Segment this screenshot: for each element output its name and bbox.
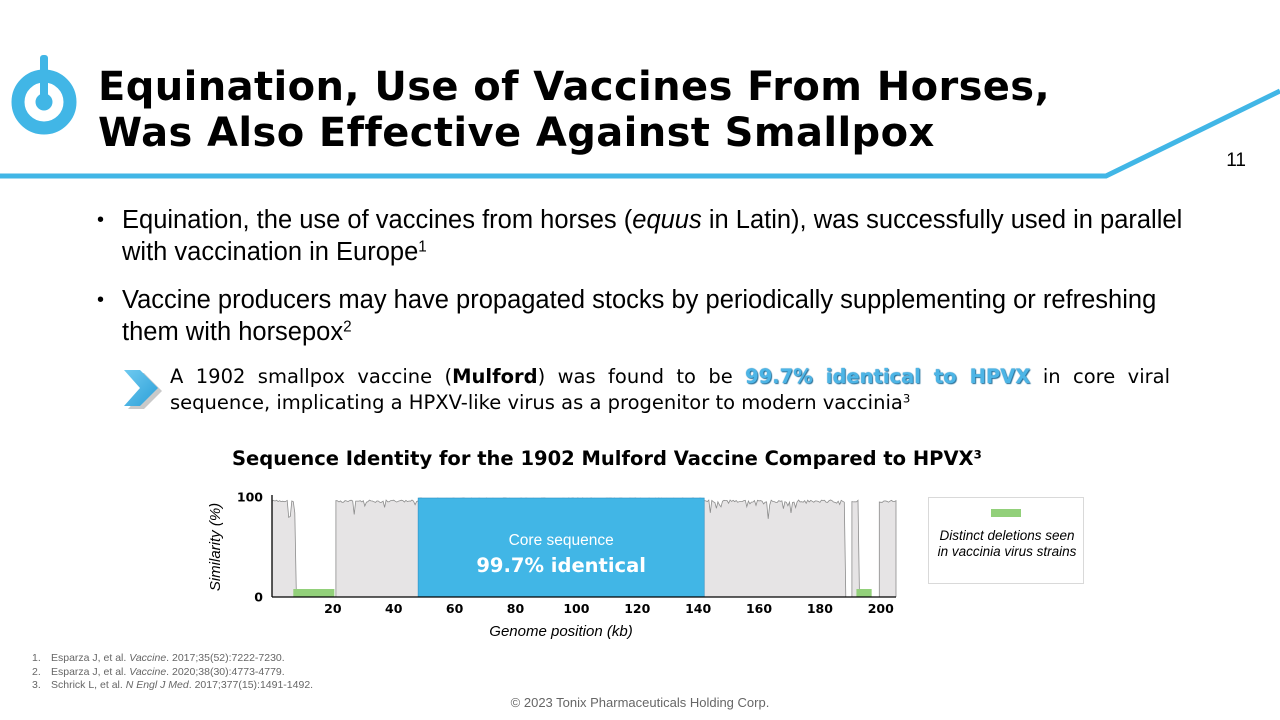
bullet-item — [95, 204, 1185, 268]
footnote-item — [32, 679, 532, 693]
footnote-journal: Vaccine — [129, 652, 167, 664]
footnote-citation: . 2020;38(30):4773-4779. — [166, 665, 285, 678]
footnotes — [32, 652, 532, 693]
bullet-text: Equination, the use of vaccines from horses ( — [122, 206, 633, 234]
bullet-text: Vaccine producers may have propagated stocks by periodically supplementing or refreshing them with horsepox — [122, 286, 1157, 346]
deletion-bar — [856, 589, 871, 597]
bullet-ref: 2 — [343, 318, 352, 336]
bullet-item — [95, 284, 1185, 348]
core-sequence-label: Core sequence — [508, 532, 614, 549]
x-tick-label: 40 — [385, 601, 403, 616]
similarity-chart — [195, 480, 915, 645]
x-tick-label: 200 — [867, 601, 894, 616]
footnote-number: 3. — [32, 679, 41, 691]
page-title — [98, 64, 1138, 156]
page-number: 11 — [1226, 150, 1246, 171]
footnote-journal: N Engl J Med — [125, 679, 189, 691]
y-axis-label: Similarity (%) — [207, 502, 224, 592]
footnote-journal: Vaccine — [129, 665, 167, 678]
x-tick-label: 140 — [685, 601, 712, 616]
x-tick-label: 80 — [506, 601, 525, 616]
footnote-authors: Esparza J, et al. — [51, 665, 130, 678]
footnote-item — [32, 666, 532, 680]
legend-label: Distinct deletions seen in vaccinia virus strains — [937, 528, 1077, 559]
chart-legend — [928, 497, 1084, 584]
y-tick-label: 0 — [254, 589, 263, 605]
chart-title-ref: 3 — [973, 447, 982, 462]
x-tick-label: 20 — [324, 601, 342, 616]
x-tick-label: 160 — [745, 601, 773, 616]
core-sequence-value: 99.7% identical — [476, 554, 646, 577]
x-tick-label: 100 — [563, 601, 590, 616]
footnote-citation: . 2017;377(15):1491-1492. — [188, 679, 314, 691]
footnote-authors: Schrick L, et al. — [51, 679, 126, 691]
footnote-citation: . 2017;35(52):7222-7230. — [166, 652, 285, 664]
bullet-text-cont: in Latin), was successfully used in parallel with vaccination in Europe — [122, 206, 1183, 266]
footnote-authors: Esparza J, et al. — [51, 652, 130, 664]
x-tick-label: 180 — [806, 601, 833, 616]
x-tick-label: 60 — [445, 601, 464, 616]
footnote-item — [32, 652, 532, 666]
deletion-bar — [293, 589, 334, 597]
sub-bullet-ref: 3 — [902, 391, 911, 406]
bullet-marker: • — [97, 209, 105, 231]
sub-bullet-post: in core viral sequence, implicating a HPXV-like virus as a progenitor to modern vaccinia — [170, 365, 1171, 414]
chart-title — [232, 446, 1062, 472]
sub-bullet-mid: ) was found to be — [537, 365, 746, 388]
bullet-marker: • — [97, 289, 105, 311]
sub-bullet-highlight: 99.7% identical to HPVX — [745, 365, 1031, 388]
sub-bullet-pre: A 1902 smallpox vaccine ( — [170, 365, 453, 388]
bullet-ref: 1 — [418, 238, 427, 256]
chevron-right-icon — [122, 368, 162, 410]
footnote-number: 1. — [32, 652, 41, 664]
bullet-italic-term: equus — [632, 206, 702, 234]
page-title-line-1: Equination, Use of Vaccines From Horses, — [98, 64, 1051, 110]
x-tick-label: 120 — [624, 601, 651, 616]
chart-title-text: Sequence Identity for the 1902 Mulford Vaccine Compared to HPVX — [232, 447, 974, 470]
sub-bullet-text — [170, 364, 1170, 416]
sub-bullet-bold: Mulford — [452, 365, 538, 388]
y-tick-label: 100 — [236, 489, 263, 505]
x-axis-label: Genome position (kb) — [489, 623, 633, 640]
footnote-number: 2. — [32, 665, 41, 678]
bullet-list — [95, 204, 1185, 364]
copyright-footer: © 2023 Tonix Pharmaceuticals Holding Corp. — [510, 695, 770, 710]
legend-swatch-deletions — [991, 509, 1021, 517]
page-title-line-2: Was Also Effective Against Smallpox — [98, 110, 935, 156]
